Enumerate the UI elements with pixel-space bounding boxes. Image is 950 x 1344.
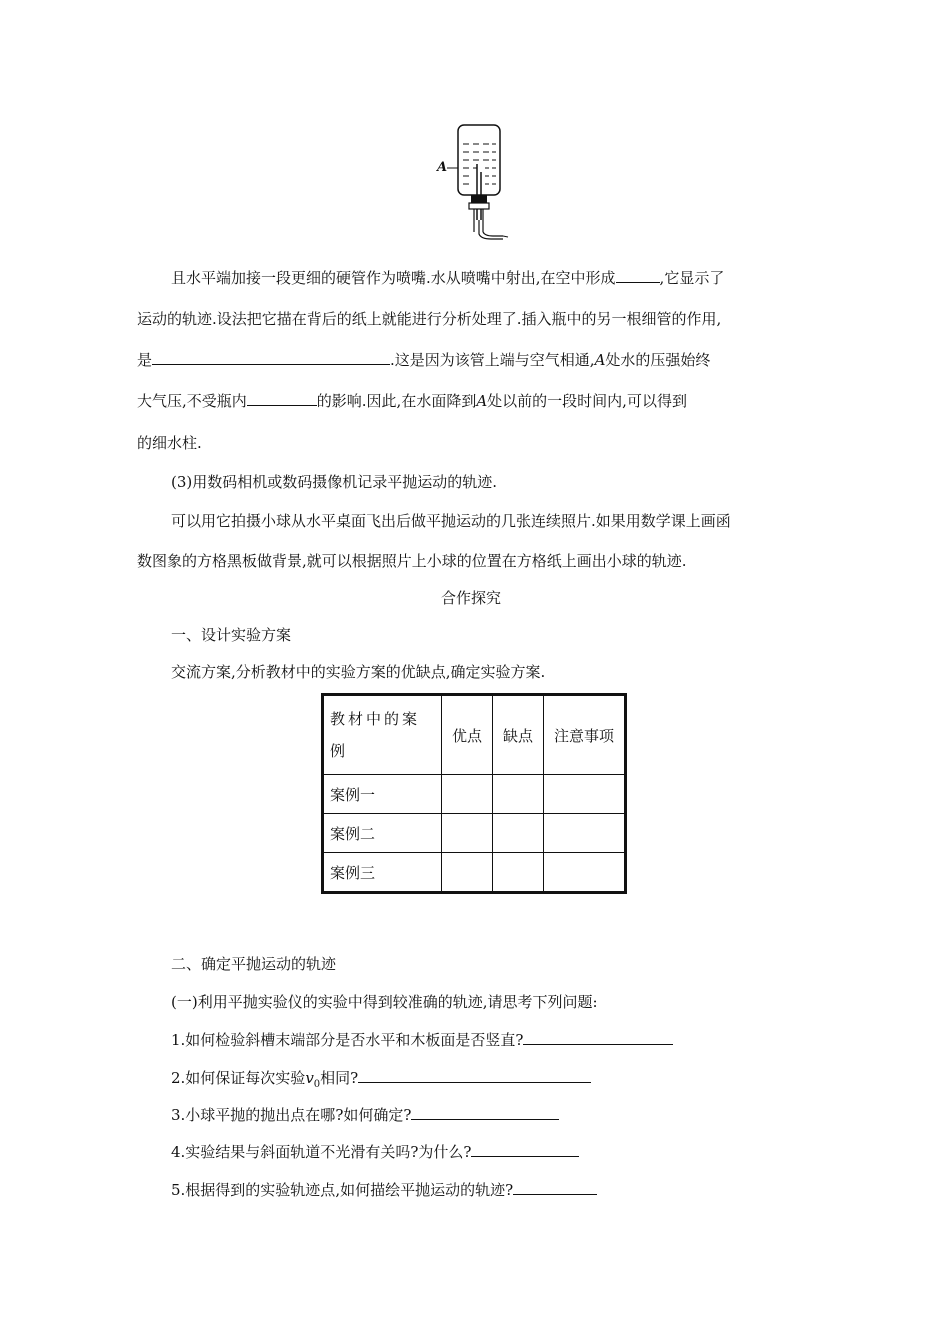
plan-comparison-table xyxy=(321,693,627,894)
paragraph-1-line-2 xyxy=(137,308,721,329)
velocity-subscript: 0 xyxy=(313,1079,321,1090)
text: 可以用它拍摄小球从水平桌面飞出后做平抛运动的几张连续照片.如果用数学课上画函 xyxy=(171,512,731,530)
question-text: 相同? xyxy=(320,1069,359,1087)
point-a-label: A xyxy=(594,351,606,369)
text: 是 xyxy=(137,351,153,369)
table-cell[interactable] xyxy=(442,775,493,814)
bottle-apparatus-figure xyxy=(433,120,523,245)
row-label: 案例二 xyxy=(323,814,442,853)
text: .这是因为该管上端与空气相通, xyxy=(390,351,595,369)
part2-intro: (一)利用平抛实验仪的实验中得到较准确的轨迹,请思考下列问题: xyxy=(171,993,598,1011)
answer-blank[interactable] xyxy=(471,1142,579,1157)
figure-label-a: A xyxy=(437,160,448,175)
question-2 xyxy=(171,1067,591,1090)
point-a-label: A xyxy=(476,392,488,410)
question-3 xyxy=(171,1104,559,1125)
table-cell[interactable] xyxy=(442,853,493,893)
question-text: 3.小球平抛的抛出点在哪?如何确定? xyxy=(171,1106,412,1124)
answer-blank[interactable] xyxy=(152,350,390,365)
question-1 xyxy=(171,1029,673,1050)
paragraph-3-line-1 xyxy=(171,510,731,531)
text: 处水的压强始终 xyxy=(605,351,711,369)
question-5 xyxy=(171,1179,597,1200)
question-text: 5.根据得到的实验轨迹点,如何描绘平抛运动的轨迹? xyxy=(171,1181,514,1199)
answer-blank[interactable] xyxy=(513,1180,597,1195)
text: 处以前的一段时间内,可以得到 xyxy=(487,392,687,410)
text: ,它显示了 xyxy=(659,269,725,287)
question-text: 1.如何检验斜槽末端部分是否水平和木板面是否竖直? xyxy=(171,1031,524,1049)
question-text: 2.如何保证每次实验 xyxy=(171,1069,306,1087)
text: 运动的轨迹.设法把它描在背后的纸上就能进行分析处理了.插入瓶中的另一根细管的作用, xyxy=(137,310,722,328)
paragraph-1-line-5 xyxy=(137,432,202,453)
table-cell[interactable] xyxy=(493,775,544,814)
table-cell[interactable] xyxy=(544,775,626,814)
paragraph-2 xyxy=(171,471,497,492)
answer-blank[interactable] xyxy=(523,1030,673,1045)
part1-intro: 交流方案,分析教材中的实验方案的优缺点,确定实验方案. xyxy=(171,663,546,681)
answer-blank[interactable] xyxy=(247,391,317,406)
header-cell: 注意事项 xyxy=(544,695,626,775)
answer-blank[interactable] xyxy=(358,1068,591,1083)
text: 数图象的方格黑板做背景,就可以根据照片上小球的位置在方格纸上画出小球的轨迹. xyxy=(137,552,687,570)
paragraph-3-line-2 xyxy=(137,550,687,571)
table-cell[interactable] xyxy=(493,853,544,893)
paragraph-1-line-4 xyxy=(137,390,687,411)
row-label: 案例三 xyxy=(323,853,442,893)
text: 且水平端加接一段更细的硬管作为喷嘴.水从喷嘴中射出,在空中形成 xyxy=(171,269,616,287)
header-cell: 教材中的案例 xyxy=(323,695,442,775)
text: 的细水柱. xyxy=(137,434,202,452)
part1-heading: 一、设计实验方案 xyxy=(171,626,292,644)
table-cell[interactable] xyxy=(544,853,626,893)
text: (3)用数码相机或数码摄像机记录平抛运动的轨迹. xyxy=(171,473,498,491)
section-title: 合作探究 xyxy=(441,589,502,607)
part2-heading: 二、确定平抛运动的轨迹 xyxy=(171,955,337,973)
answer-blank[interactable] xyxy=(616,268,660,283)
question-text: 4.实验结果与斜面轨道不光滑有关吗?为什么? xyxy=(171,1143,472,1161)
text: 的影响.因此,在水面降到 xyxy=(316,392,477,410)
table-header-row xyxy=(323,695,626,775)
header-cell: 缺点 xyxy=(493,695,544,775)
table-cell[interactable] xyxy=(493,814,544,853)
text: 大气压,不受瓶内 xyxy=(137,392,247,410)
table-cell[interactable] xyxy=(442,814,493,853)
table-row xyxy=(323,814,626,853)
paragraph-1-line-1 xyxy=(171,267,724,288)
row-label: 案例一 xyxy=(323,775,442,814)
question-4 xyxy=(171,1141,579,1162)
velocity-symbol: v xyxy=(305,1069,314,1087)
table-row xyxy=(323,775,626,814)
header-cell: 优点 xyxy=(442,695,493,775)
answer-blank[interactable] xyxy=(411,1105,559,1120)
paragraph-1-line-3 xyxy=(137,349,710,370)
table-row xyxy=(323,853,626,893)
table-cell[interactable] xyxy=(544,814,626,853)
